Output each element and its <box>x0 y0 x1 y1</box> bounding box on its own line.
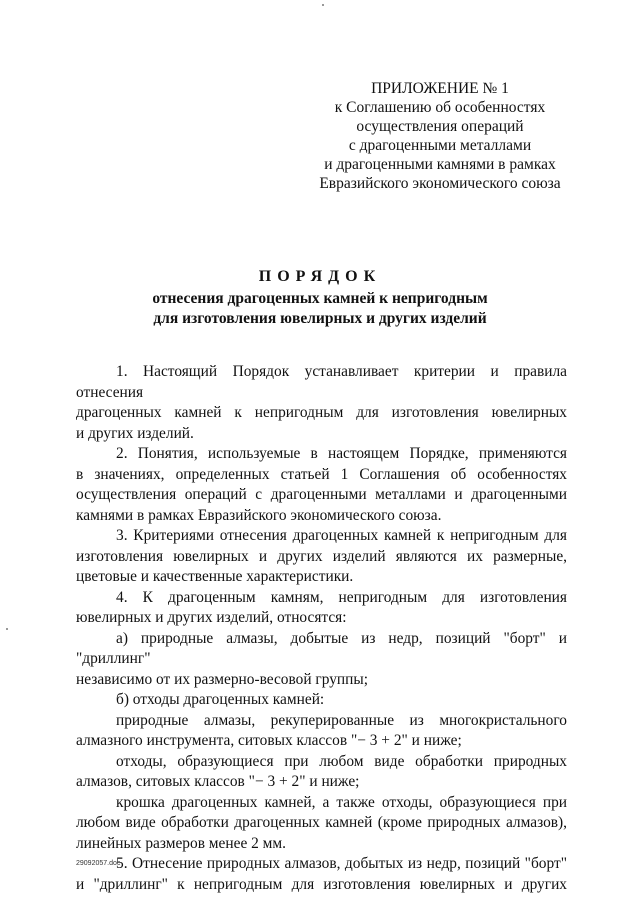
paragraph-line: цветовые и качественные характеристики. <box>76 568 354 585</box>
paragraph-line: и других изделий. <box>76 424 194 442</box>
paragraph <box>76 629 567 691</box>
document-subtitle <box>0 289 640 329</box>
paragraph-line: ювелирных и других изделий, относятся: <box>76 609 347 626</box>
paragraph <box>76 752 567 793</box>
paragraph-line: б) отходы драгоценных камней: <box>116 691 325 708</box>
paragraph <box>76 444 567 526</box>
paragraph-line: алмазов, ситовых классов "− 3 + 2" и ниже; <box>76 773 360 790</box>
paragraph <box>76 526 567 588</box>
subtitle-line: для изготовления ювелирных и других изделий <box>153 310 487 327</box>
paragraph-line: камнями в рамках Евразийского экономического союза. <box>76 506 442 524</box>
paragraph <box>76 690 567 711</box>
appendix-line: осуществления операций <box>356 118 524 135</box>
paragraph-line: драгоценных камней к непригодным для изготовления ювелирных <box>76 404 567 421</box>
paragraph <box>76 362 567 444</box>
paragraph-line: 4. К драгоценным камням, непригодным для изготовления <box>116 588 567 606</box>
paragraph-line: 3. Критериями отнесения драгоценных камней к непригодным для <box>116 527 567 544</box>
paragraph <box>76 793 567 855</box>
appendix-line: к Соглашению об особенностях <box>334 99 546 116</box>
paragraph-line: отходы, образующиеся при любом виде обработки природных <box>116 752 567 770</box>
subtitle-line: отнесения драгоценных камней к непригодным <box>152 290 488 307</box>
paragraph-line: крошка драгоценных камней, а также отходы, образующиеся при <box>116 793 567 811</box>
paragraph-line: природные алмазы, рекуперированные из многокристального <box>116 711 567 729</box>
paragraph-line: любом виде обработки драгоценных камней (кроме природных алмазов), <box>76 814 567 831</box>
appendix-line: ПРИЛОЖЕНИЕ № 1 <box>371 80 509 97</box>
scan-mark <box>322 4 324 6</box>
paragraph <box>76 854 567 895</box>
appendix-line: Евразийского экономического союза <box>319 175 561 192</box>
paragraph <box>76 588 567 629</box>
document-title: ПОРЯДОК <box>258 268 382 285</box>
paragraph-line: алмазного инструмента, ситовых классов "− 3 + 2" и ниже; <box>76 732 462 749</box>
appendix-line: и драгоценными камнями в рамках <box>324 156 556 173</box>
scan-mark <box>6 628 8 630</box>
paragraph-line: в значениях, определенных статьей 1 Соглашения об особенностях <box>76 465 567 483</box>
appendix-header <box>300 79 580 193</box>
paragraph-line: 1. Настоящий Порядок устанавливает критерии и правила отнесения <box>76 363 567 401</box>
paragraph-line: изготовления ювелирных и других изделий являются их размерные, <box>76 547 567 565</box>
paragraph-line: 2. Понятия, используемые в настоящем Порядке, применяются <box>116 445 567 462</box>
paragraph-line: независимо от их размерно-весовой группы; <box>76 670 369 688</box>
paragraph-line: осуществления операций с драгоценными металлами и драгоценными <box>76 486 567 503</box>
paragraph-line: линейных размеров менее 2 мм. <box>76 834 286 852</box>
file-name-footer: 29092057.doc <box>76 860 121 867</box>
document-body <box>76 362 567 895</box>
paragraph-line: и "дриллинг" к непригодным для изготовления ювелирных и других <box>76 875 567 893</box>
paragraph-line: а) природные алмазы, добытые из недр, позиций "борт" и "дриллинг" <box>76 629 567 667</box>
paragraph-line: 5. Отнесение природных алмазов, добытых из недр, позиций "борт" <box>116 855 567 872</box>
appendix-line: с драгоценными металлами <box>348 137 532 154</box>
paragraph <box>76 711 567 752</box>
